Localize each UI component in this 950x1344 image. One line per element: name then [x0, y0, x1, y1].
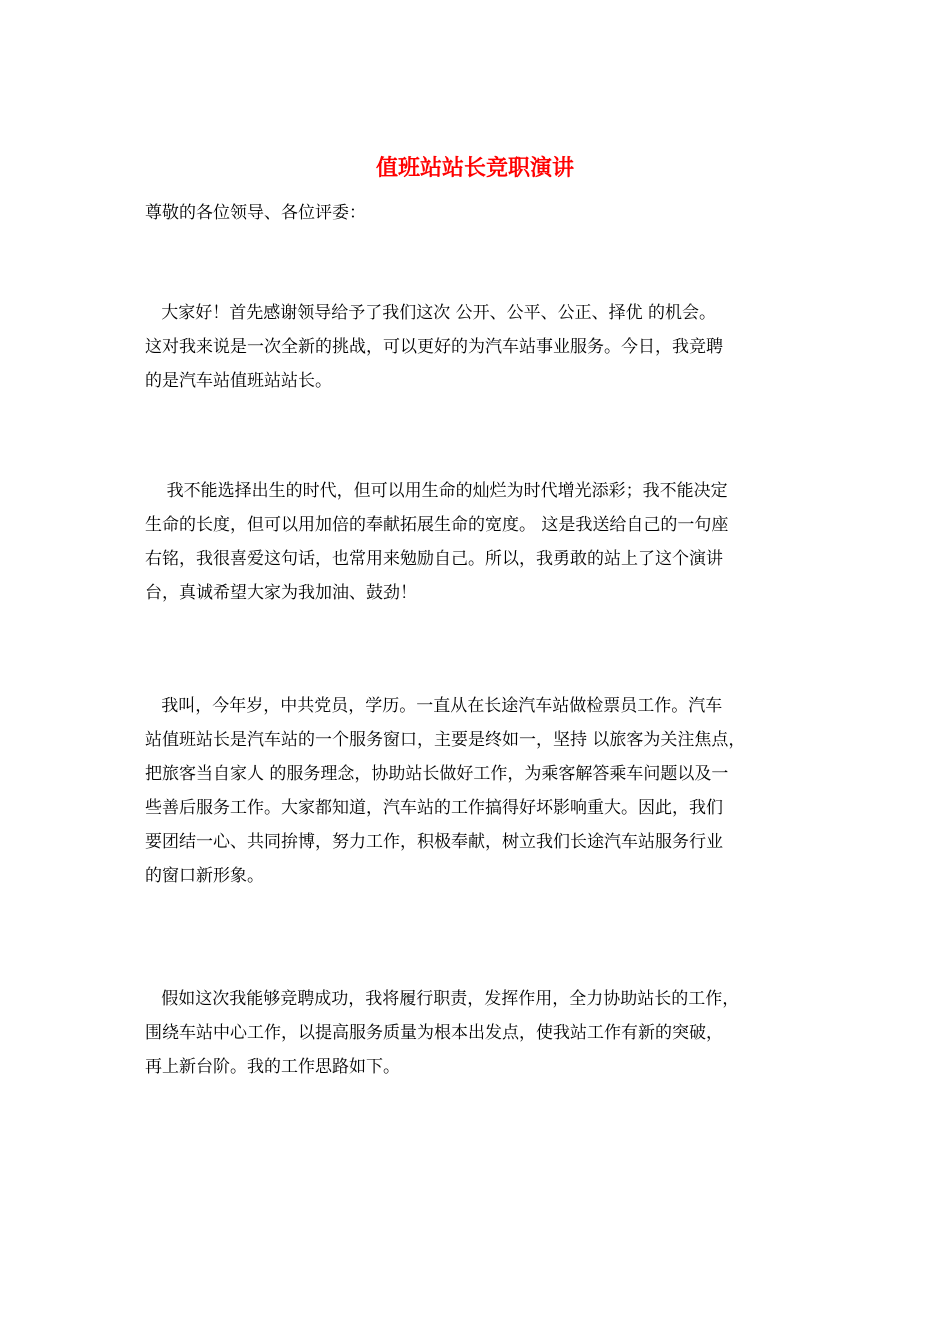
- paragraph-line: 围绕车站中心工作，以提高服务质量为根本出发点，使我站工作有新的突破，: [145, 1023, 723, 1043]
- paragraph-line: 这对我来说是一次全新的挑战，可以更好的为汽车站事业服务。今日，我竞聘: [145, 337, 723, 357]
- paragraph-line: 我不能选择出生的时代，但可以用生命的灿烂为时代增光添彩；我不能决定: [145, 481, 728, 501]
- paragraph-line: 站值班站长是汽车站的一个服务窗口，主要是终如一，坚持 以旅客为关注焦点，: [145, 730, 746, 750]
- paragraph-line: 些善后服务工作。大家都知道，汽车站的工作搞得好坏影响重大。因此，我们: [145, 798, 723, 818]
- paragraph-line: 把旅客当自家人 的服务理念，协助站长做好工作，为乘客解答乘车问题以及一: [145, 764, 729, 784]
- document-title: 值班站站长竞职演讲: [375, 155, 574, 181]
- paragraph-2: [145, 474, 825, 610]
- paragraph-line: 假如这次我能够竞聘成功，我将履行职责，发挥作用，全力协助站长的工作，: [145, 989, 740, 1009]
- paragraph-line: 生命的长度，但可以用加倍的奉献拓展生命的宽度。 这是我送给自己的一句座: [145, 515, 729, 535]
- salutation: 尊敬的各位领导、各位评委：: [145, 203, 366, 223]
- paragraph-line: 再上新台阶。我的工作思路如下。: [145, 1057, 400, 1077]
- paragraph-line: 的是汽车站值班站站长。: [145, 371, 332, 391]
- paragraph-line: 右铭，我很喜爱这句话，也常用来勉励自己。所以，我勇敢的站上了这个演讲: [145, 549, 723, 569]
- paragraph-3: [145, 689, 825, 893]
- paragraph-line: 我叫，今年岁，中共党员，学历。一直从在长途汽车站做检票员工作。汽车: [145, 696, 723, 716]
- paragraph-4: [145, 982, 825, 1084]
- paragraph-line: 大家好！首先感谢领导给予了我们这次 公开、公平、公正、择优 的机会。: [145, 303, 717, 323]
- paragraph-line: 要团结一心、共同拚博，努力工作，积极奉献，树立我们长途汽车站服务行业: [145, 832, 723, 852]
- paragraph-line: 的窗口新形象。: [145, 866, 264, 886]
- paragraph-1: [145, 296, 825, 398]
- paragraph-line: 台，真诚希望大家为我加油、鼓劲！: [145, 583, 417, 603]
